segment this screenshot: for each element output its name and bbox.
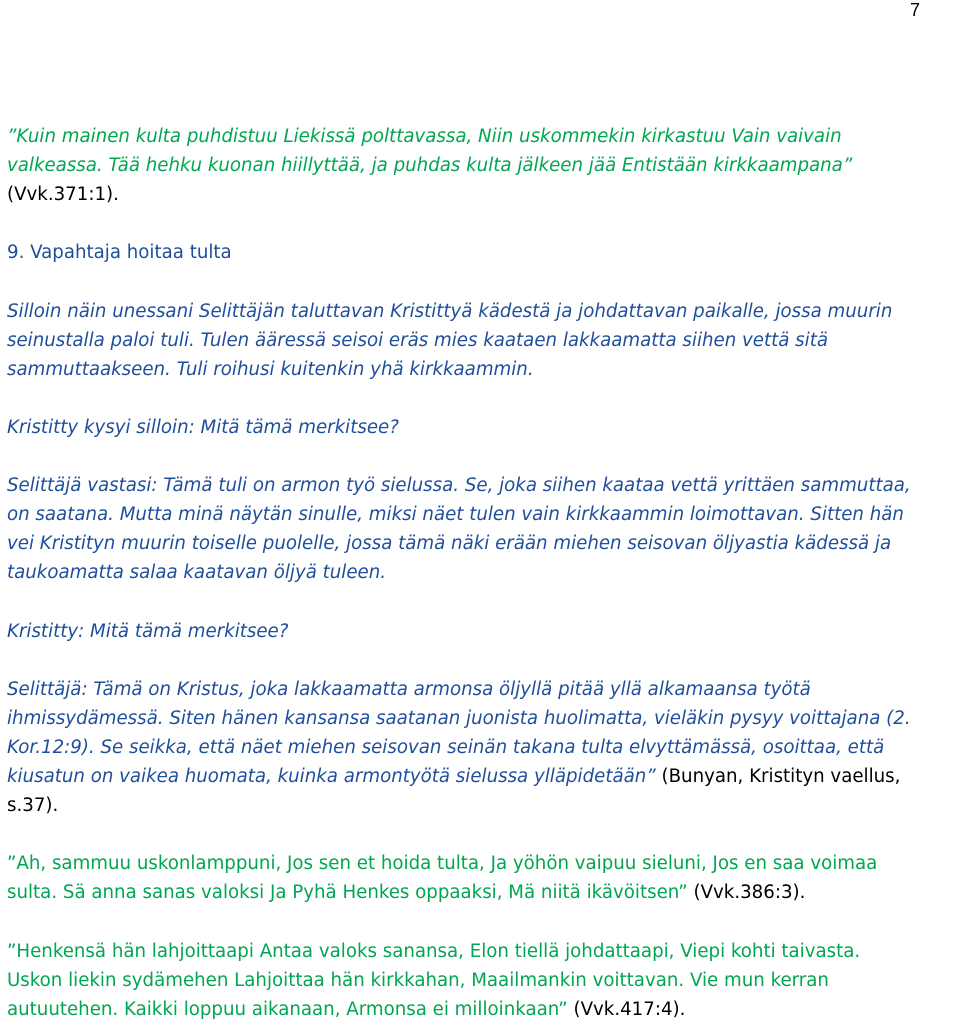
section-heading: 9. Vapahtaja hoitaa tulta	[7, 242, 232, 264]
hymn-3-reference: (Vvk.417:4).	[567, 998, 686, 1020]
paragraph-line: Silloin näin unessani Selittäjän taluttavan Kristittyä kädestä ja johdattavan paikalle, jossa muurin	[7, 300, 893, 322]
hymn-quote-2	[7, 849, 957, 907]
hymn-2-line-2	[7, 878, 957, 907]
document-body	[7, 122, 957, 1024]
paragraph-line: Selittäjä vastasi: Tämä tuli on armon työ sielussa. Se, joka siihen kaataa vettä yrittäen sammuttaa,	[7, 475, 911, 497]
paragraph-line: seinustalla paloi tuli. Tulen ääressä seisoi eräs mies kaataen lakkaamatta siihen vettä sitä	[7, 329, 828, 351]
paragraph-line: Kor.12:9). Se seikka, että näet miehen seisovan seinän takana tulta elvyttämässä, osoittaa, että	[7, 736, 885, 758]
paragraph-line: s.37).	[7, 795, 59, 817]
hymn-2-reference: (Vvk.386:3).	[687, 882, 806, 904]
hymn-3-text: autuutehen. Kaikki loppuu aikanaan, Armonsa ei milloinkaan”	[7, 998, 568, 1020]
paragraph-line: ihmissydämessä. Siten hänen kansansa saatanan juonista huolimatta, vieläkin pysyy voittajana (2.	[7, 707, 911, 729]
quote-italic-text: kiusatun on vaikea huomata, kuinka armontyötä sielussa ylläpidetään”	[7, 766, 656, 788]
answer-2-paragraph	[7, 675, 957, 820]
hymn-2-line-1: ”Ah, sammuu uskonlamppuni, Jos sen et hoida tulta, Ja yöhön vaipuu sieluni, Jos en saa voimaa	[7, 853, 878, 875]
hymn-2-text: sulta. Sä anna sanas valoksi Ja Pyhä Henkes oppaaksi, Mä niitä ikävöitsen”	[7, 882, 688, 904]
paragraph-line: Selittäjä: Tämä on Kristus, joka lakkaamatta armonsa öljyllä pitää yllä alkamaansa työtä	[7, 678, 811, 700]
hymn-3-line-1: ”Henkensä hän lahjoittaapi Antaa valoks sanansa, Elon tiellä johdattaapi, Viepi kohti taivasta.	[7, 940, 861, 962]
paragraph-line: vei Kristityn muurin toiselle puolelle, jossa tämä näki erään miehen seisovan öljyastia kädessä ja	[7, 533, 892, 555]
paragraph-line: on saatana. Mutta minä näytän sinulle, miksi näet tulen vain kirkkaammin loimottavan. Sitten hän	[7, 504, 904, 526]
paragraph-line: sammuttaakseen. Tuli roihusi kuitenkin yhä kirkkaammin.	[7, 358, 534, 380]
question-1: Kristitty kysyi silloin: Mitä tämä merkitsee?	[7, 416, 399, 438]
citation-text: (Bunyan, Kristityn vaellus,	[655, 766, 901, 788]
hymn-3-line-3	[7, 995, 957, 1024]
page-number: 7	[909, 0, 920, 20]
hymn-quote-3	[7, 937, 957, 1024]
hymn-quote-1	[7, 122, 957, 209]
paragraph-line	[7, 762, 957, 791]
hymn-1-line-1: ”Kuin mainen kulta puhdistuu Liekissä polttavassa, Niin uskommekin kirkastuu Vain vaivain	[7, 126, 842, 147]
answer-1-paragraph	[7, 471, 957, 587]
narrative-paragraph	[7, 297, 957, 384]
hymn-1-line-2: valkeassa. Tää hehku kuonan hiillyttää, ja puhdas kulta jälkeen jää Entistään kirkkaampana”	[7, 155, 853, 177]
hymn-1-reference: (Vvk.371:1).	[7, 184, 119, 206]
question-2: Kristitty: Mitä tämä merkitsee?	[7, 620, 289, 642]
hymn-3-line-2: Uskon liekin sydämehen Lahjoittaa hän kirkkahan, Maailmankin voittavan. Vie mun kerran	[7, 969, 829, 991]
paragraph-line: taukoamatta salaa kaatavan öljyä tuleen.	[7, 562, 387, 584]
